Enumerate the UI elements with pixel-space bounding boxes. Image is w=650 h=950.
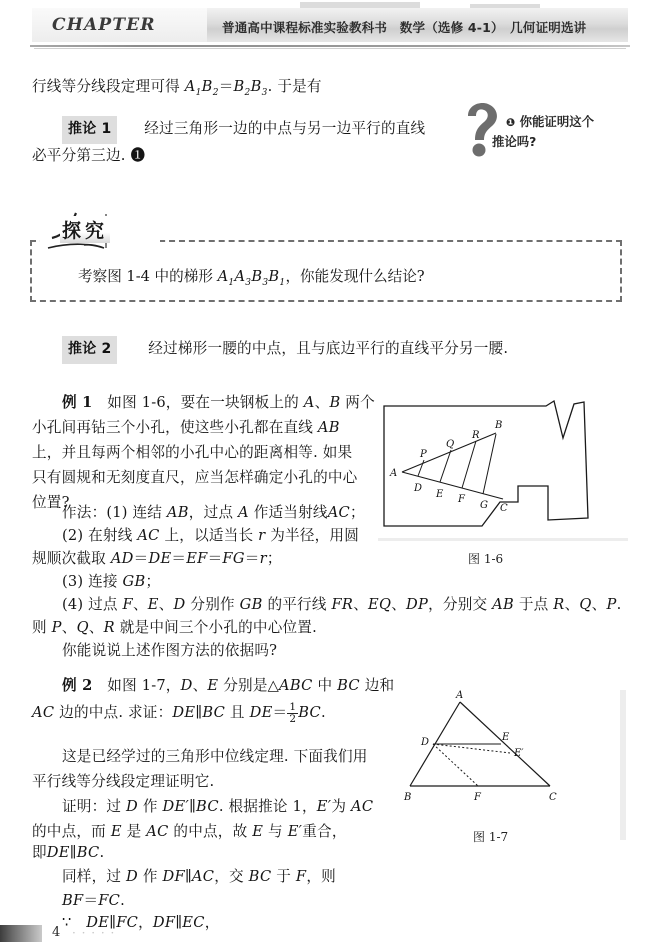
page-header bbox=[0, 0, 650, 52]
page-number: 4 bbox=[52, 925, 61, 940]
figure-1-7-caption: 图 1-7 bbox=[473, 830, 509, 844]
svg-text:A: A bbox=[456, 690, 464, 701]
example-1-line-3: 上，并且每两个相邻的小孔中心的距离相等. 如果 bbox=[32, 444, 353, 461]
example-2-proof-6: ∵ DE∥FC，DF∥EC， bbox=[62, 914, 220, 931]
example-1-step-4a: (4) 过点 F、E、D 分别作 GB 的平行线 FR、EQ、DP，分别交 AB 于点 R、Q、P. bbox=[62, 596, 622, 613]
figure-1-6 bbox=[378, 398, 630, 548]
margin-note-text-1: 你能证明这个 bbox=[519, 114, 594, 129]
example-2-line-1: 例 2 如图 1-7，D、E 分别是△ABC 中 BC 边和 bbox=[62, 677, 395, 694]
intro-line: 行线等分线段定理可得 $A_1B_2=B_2B_3$. 于是有 bbox=[32, 78, 322, 98]
example-1-step-4b: 则 P、Q、R 就是中间三个小孔的中心位置. bbox=[32, 619, 317, 636]
footer-decoration-block bbox=[0, 925, 42, 942]
corollary-1-text-1: 经过三角形一边的中点与另一边平行的直线 bbox=[144, 120, 426, 137]
corollary-1-line-1 bbox=[62, 116, 425, 144]
svg-text:B: B bbox=[495, 420, 503, 431]
example-1-line-2: 小孔间再钻三个小孔，使这些小孔都在直线 AB bbox=[32, 419, 340, 436]
example-2-proof-3: 即DE∥BC. bbox=[32, 844, 105, 861]
svg-text:E: E bbox=[436, 489, 444, 500]
svg-text:E: E bbox=[502, 732, 510, 743]
svg-text:F: F bbox=[458, 494, 465, 505]
svg-text:G: G bbox=[480, 500, 488, 511]
corollary-1-label: 推论 1 bbox=[62, 116, 117, 144]
example-2-proof-1: 证明：过 D 作 DE′∥BC. 根据推论 1，E′为 AC bbox=[62, 798, 374, 815]
margin-note-line-2: 推论吗? bbox=[492, 134, 537, 149]
header-rule-secondary bbox=[34, 48, 626, 49]
svg-text:F: F bbox=[474, 792, 481, 803]
example-1-step-2a: (2) 在射线 AC 上，以适当长 r 为半径，用圆 bbox=[62, 527, 359, 544]
scan-speck bbox=[300, 2, 420, 8]
example-1-step-3: (3) 连接 GB； bbox=[62, 573, 161, 590]
footer-ghost-text: · · · · · bbox=[72, 926, 116, 940]
svg-text:D: D bbox=[414, 483, 423, 494]
scan-artifact bbox=[620, 690, 626, 840]
svg-text:E′: E′ bbox=[514, 748, 524, 759]
example-2-label: 例 2 bbox=[62, 677, 93, 694]
example-1-line-5: 位置? bbox=[32, 494, 70, 511]
corollary-2-line bbox=[62, 336, 508, 364]
example-2-proof-2: 的中点，而 E 是 AC 的中点，故 E 与 E′重合， bbox=[32, 823, 347, 840]
svg-text:D: D bbox=[421, 737, 430, 748]
svg-text:Q: Q bbox=[446, 439, 455, 450]
margin-note-marker: ❶ bbox=[506, 116, 516, 129]
example-1-question: 你能说说上述作图方法的依据吗? bbox=[62, 642, 278, 659]
example-2-line-4: 平行线等分线段定理证明它. bbox=[32, 773, 215, 790]
explore-question: 考察图 1-4 中的梯形 $A_1A_3B_3B_1$，你能发现什么结论? bbox=[78, 268, 425, 288]
svg-text:A: A bbox=[390, 468, 398, 479]
corollary-2-text: 经过梯形一腰的中点，且与底边平行的直线平分另一腰. bbox=[148, 340, 509, 357]
example-1-step-2b: 规顺次截取 AD＝DE＝EF＝FG＝r； bbox=[32, 550, 282, 567]
svg-text:R: R bbox=[472, 430, 480, 441]
example-1-line-4: 只有圆规和无刻度直尺，应当怎样确定小孔的中心 bbox=[32, 469, 358, 486]
example-2-proof-5: BF＝FC. bbox=[62, 892, 125, 909]
book-title: 普通高中课程标准实验教科书 数学（选修 4-1） 几何证明选讲 bbox=[222, 20, 587, 35]
explore-label: 探究 bbox=[60, 216, 110, 243]
header-rule bbox=[30, 45, 630, 47]
scan-speck bbox=[470, 4, 540, 8]
example-2-proof-4: 同样，过 D 作 DF∥AC，交 BC 于 F，则 bbox=[62, 868, 336, 885]
svg-text:C: C bbox=[549, 792, 557, 803]
example-1-label: 例 1 bbox=[62, 394, 93, 411]
corollary-1-line-2: 必平分第三边. ❶ bbox=[32, 147, 146, 164]
figure-1-7 bbox=[398, 688, 608, 818]
figure-1-6-caption: 图 1-6 bbox=[468, 552, 504, 566]
example-2-line-2: AC 边的中点. 求证：DE∥BC 且 DE＝ $\frac{1}{2}$ BC. bbox=[32, 700, 326, 725]
corollary-2-label: 推论 2 bbox=[62, 336, 117, 364]
margin-note-line-1 bbox=[506, 112, 594, 133]
scan-artifact bbox=[378, 538, 628, 541]
one-half-fraction: $\frac{1}{2}$ bbox=[289, 700, 297, 725]
svg-text:B: B bbox=[404, 792, 412, 803]
example-1-step-1: 作法：(1) 连结 AB，过点 A 作适当射线AC； bbox=[62, 504, 365, 521]
chapter-label: CHAPTER bbox=[52, 15, 156, 35]
svg-text:P: P bbox=[420, 449, 427, 460]
example-1-line-1: 例 1 如图 1-6，要在一块钢板上的 A、B 两个 bbox=[62, 394, 375, 411]
svg-text:C: C bbox=[500, 503, 508, 514]
example-2-line-3: 这是已经学过的三角形中位线定理. 下面我们用 bbox=[62, 748, 368, 765]
